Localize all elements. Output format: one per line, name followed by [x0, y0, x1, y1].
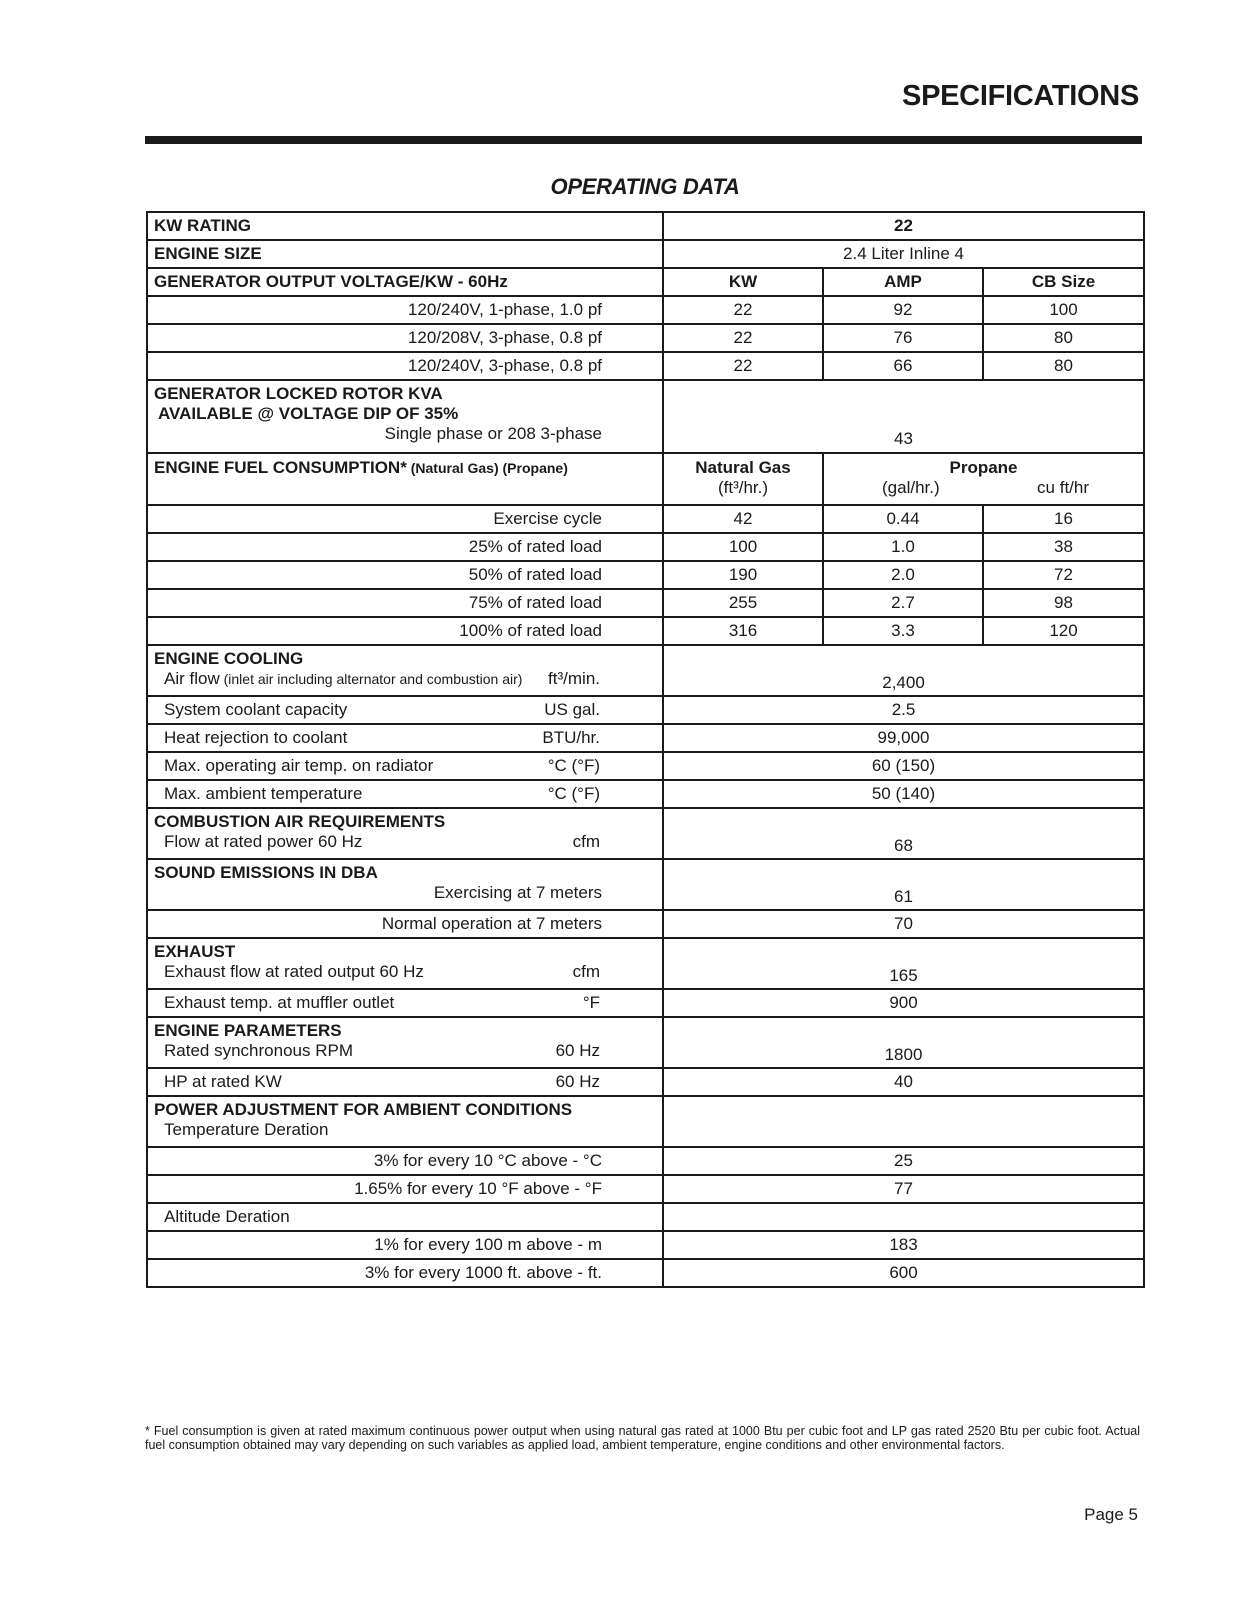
table-row — [147, 296, 1144, 324]
table-row — [147, 1147, 1144, 1175]
table-row — [147, 910, 1144, 938]
locked-rotor-label: GENERATOR LOCKED ROTOR KVA — [154, 384, 443, 403]
airflow-value: 2,400 — [663, 645, 1144, 696]
fuel-propane-header: Propane — [949, 458, 1018, 477]
alt-deration-row-label: 3% for every 1000 ft. above - ft. — [147, 1259, 663, 1287]
cooling-row-cell — [147, 752, 663, 780]
table-row — [147, 212, 1144, 240]
fuel-row-label: Exercise cycle — [147, 505, 663, 533]
table-row — [147, 380, 1144, 453]
fuel-ng-value: 42 — [663, 505, 823, 533]
table-row — [147, 859, 1144, 910]
temp-deration-value: 77 — [663, 1175, 1144, 1203]
combustion-value: 68 — [663, 808, 1144, 859]
combustion-label: COMBUSTION AIR REQUIREMENTS — [154, 812, 446, 831]
fuel-gal-value: 2.7 — [823, 589, 983, 617]
temp-deration-label: Temperature Deration — [164, 1120, 329, 1139]
cooling-row-label: Max. ambient temperature — [164, 784, 363, 803]
page-header-title: SPECIFICATIONS — [902, 80, 1139, 112]
table-row — [147, 352, 1144, 380]
combustion-unit: cfm — [572, 832, 600, 851]
column-header-amp: AMP — [823, 268, 983, 296]
gen-output-row-label: 120/208V, 3-phase, 0.8 pf — [147, 324, 663, 352]
table-row — [147, 1231, 1144, 1259]
cooling-row-value: 50 (140) — [663, 780, 1144, 808]
hp-label: HP at rated KW — [164, 1072, 282, 1091]
hp-value: 40 — [663, 1068, 1144, 1096]
gen-output-kw: 22 — [663, 296, 823, 324]
kw-rating-value: 22 — [663, 212, 1144, 240]
alt-deration-value: 600 — [663, 1259, 1144, 1287]
alt-deration-value: 183 — [663, 1231, 1144, 1259]
gen-output-amp: 76 — [823, 324, 983, 352]
fuel-cuft-value: 16 — [983, 505, 1144, 533]
locked-rotor-cell — [147, 380, 663, 453]
airflow-label: Air flow — [164, 669, 220, 688]
fuel-gal-value: 0.44 — [823, 505, 983, 533]
gen-output-row-label: 120/240V, 1-phase, 1.0 pf — [147, 296, 663, 324]
cooling-row-unit: °C (°F) — [547, 784, 600, 803]
alt-deration-row-label: 1% for every 100 m above - m — [147, 1231, 663, 1259]
table-row — [147, 752, 1144, 780]
column-header-kw: KW — [663, 268, 823, 296]
sound-label: SOUND EMISSIONS IN DBA — [154, 863, 378, 882]
table-row — [147, 645, 1144, 696]
airflow-unit: ft³/min. — [548, 669, 600, 688]
table-row — [147, 1068, 1144, 1096]
exhaust-temp-unit: °F — [582, 993, 600, 1012]
fuel-label: ENGINE FUEL CONSUMPTION* — [154, 458, 407, 477]
exhaust-cell — [147, 938, 663, 989]
fuel-ng-unit: (ft³/hr.) — [717, 478, 769, 497]
fuel-ng-value: 190 — [663, 561, 823, 589]
alt-deration-label: Altitude Deration — [164, 1207, 290, 1226]
table-row — [147, 938, 1144, 989]
rpm-unit: 60 Hz — [555, 1041, 600, 1060]
sound-cell — [147, 859, 663, 910]
cooling-row-label: System coolant capacity — [164, 700, 348, 719]
cooling-row-unit: °C (°F) — [547, 756, 600, 775]
fuel-footnote: * Fuel consumption is given at rated maximum continuous power output when using natural gas rated at 1000 Btu per cubic foot and LP gas rated 2520 Btu per cubic foot. Actual fuel consumption obtained may vary depending on such variables as applied load, ambient temperature, engine conditions and other environmental factors. — [145, 1424, 1140, 1452]
fuel-ng-header-cell — [663, 453, 823, 505]
gen-output-cb: 100 — [983, 296, 1144, 324]
fuel-propane-unit-cuft: cu ft/hr — [1037, 478, 1090, 497]
cooling-row-unit: BTU/hr. — [542, 728, 600, 747]
table-row — [147, 808, 1144, 859]
airflow-note: (inlet air including alternator and combustion air) — [219, 671, 523, 687]
table-row — [147, 324, 1144, 352]
table-row — [147, 617, 1144, 645]
fuel-row-label: 75% of rated load — [147, 589, 663, 617]
power-adj-empty — [663, 1096, 1144, 1147]
fuel-row-label: 50% of rated load — [147, 561, 663, 589]
gen-output-row-label: 120/240V, 3-phase, 0.8 pf — [147, 352, 663, 380]
gen-output-kw: 22 — [663, 352, 823, 380]
locked-rotor-value: 43 — [663, 380, 1144, 453]
gen-output-kw: 22 — [663, 324, 823, 352]
table-row — [147, 1017, 1144, 1068]
hp-cell — [147, 1068, 663, 1096]
hp-unit: 60 Hz — [555, 1072, 600, 1091]
exhaust-temp-value: 900 — [663, 989, 1144, 1017]
exhaust-flow-value: 165 — [663, 938, 1144, 989]
exhaust-temp-cell — [147, 989, 663, 1017]
fuel-row-label: 25% of rated load — [147, 533, 663, 561]
temp-deration-value: 25 — [663, 1147, 1144, 1175]
table-row — [147, 724, 1144, 752]
cooling-row-label: Heat rejection to coolant — [164, 728, 348, 747]
combustion-cell — [147, 808, 663, 859]
table-row — [147, 989, 1144, 1017]
power-adj-cell — [147, 1096, 663, 1147]
exhaust-flow-unit: cfm — [572, 962, 600, 981]
cooling-row-value: 60 (150) — [663, 752, 1144, 780]
gen-output-amp: 92 — [823, 296, 983, 324]
fuel-propane-unit-gal: (gal/hr.) — [882, 478, 940, 497]
cooling-label: ENGINE COOLING — [154, 649, 304, 668]
table-row — [147, 453, 1144, 505]
operating-data-table — [146, 211, 1145, 1288]
table-row — [147, 589, 1144, 617]
cooling-row-cell — [147, 724, 663, 752]
alt-deration-empty — [663, 1203, 1144, 1231]
exhaust-label: EXHAUST — [154, 942, 236, 961]
gen-output-amp: 66 — [823, 352, 983, 380]
fuel-ng-value: 316 — [663, 617, 823, 645]
fuel-cuft-value: 98 — [983, 589, 1144, 617]
fuel-ng-value: 100 — [663, 533, 823, 561]
exhaust-flow-label: Exhaust flow at rated output 60 Hz — [164, 962, 424, 981]
locked-rotor-sub: Single phase or 208 3-phase — [384, 424, 602, 443]
sound-value: 70 — [663, 910, 1144, 938]
table-row — [147, 1096, 1144, 1147]
locked-rotor-label-2: AVAILABLE @ VOLTAGE DIP OF 35% — [158, 404, 459, 423]
fuel-ng-value: 255 — [663, 589, 823, 617]
table-row — [147, 561, 1144, 589]
table-row — [147, 505, 1144, 533]
cooling-row-unit: US gal. — [544, 700, 600, 719]
rpm-value: 1800 — [663, 1017, 1144, 1068]
fuel-gal-value: 2.0 — [823, 561, 983, 589]
sound-row-label: Normal operation at 7 meters — [147, 910, 663, 938]
table-row — [147, 1259, 1144, 1287]
cooling-row-cell — [147, 780, 663, 808]
table-row — [147, 696, 1144, 724]
cooling-row-value: 99,000 — [663, 724, 1144, 752]
kw-rating-label: KW RATING — [147, 212, 663, 240]
section-title: OPERATING DATA — [550, 174, 740, 199]
fuel-gal-value: 3.3 — [823, 617, 983, 645]
exhaust-temp-label: Exhaust temp. at muffler outlet — [164, 993, 395, 1012]
table-row — [147, 268, 1144, 296]
gen-output-cb: 80 — [983, 352, 1144, 380]
fuel-propane-header-cell — [823, 453, 1144, 505]
alt-deration-cell — [147, 1203, 663, 1231]
table-row — [147, 1175, 1144, 1203]
fuel-label-cell — [147, 453, 663, 505]
column-header-cb-size: CB Size — [983, 268, 1144, 296]
rpm-label: Rated synchronous RPM — [164, 1041, 353, 1060]
temp-deration-row-label: 1.65% for every 10 °F above - °F — [147, 1175, 663, 1203]
page-number: Page 5 — [1084, 1505, 1138, 1524]
table-row — [147, 1203, 1144, 1231]
temp-deration-row-label: 3% for every 10 °C above - °C — [147, 1147, 663, 1175]
table-row — [147, 780, 1144, 808]
cooling-row-cell — [147, 696, 663, 724]
engine-size-label: ENGINE SIZE — [147, 240, 663, 268]
cooling-cell — [147, 645, 663, 696]
gen-output-cb: 80 — [983, 324, 1144, 352]
cooling-row-value: 2.5 — [663, 696, 1144, 724]
cooling-row-label: Max. operating air temp. on radiator — [164, 756, 434, 775]
engine-params-label: ENGINE PARAMETERS — [154, 1021, 342, 1040]
engine-params-cell — [147, 1017, 663, 1068]
table-row — [147, 533, 1144, 561]
fuel-cuft-value: 38 — [983, 533, 1144, 561]
fuel-cuft-value: 120 — [983, 617, 1144, 645]
sound-row-label: Exercising at 7 meters — [433, 883, 602, 902]
gen-output-label: GENERATOR OUTPUT VOLTAGE/KW - 60Hz — [147, 268, 663, 296]
fuel-gal-value: 1.0 — [823, 533, 983, 561]
header-rule — [145, 136, 1142, 144]
fuel-label-note: (Natural Gas) (Propane) — [406, 460, 568, 476]
fuel-cuft-value: 72 — [983, 561, 1144, 589]
engine-size-value: 2.4 Liter Inline 4 — [663, 240, 1144, 268]
fuel-ng-header: Natural Gas — [695, 458, 791, 477]
fuel-row-label: 100% of rated load — [147, 617, 663, 645]
sound-value: 61 — [663, 859, 1144, 910]
table-row — [147, 240, 1144, 268]
combustion-sub: Flow at rated power 60 Hz — [164, 832, 363, 851]
power-adj-label: POWER ADJUSTMENT FOR AMBIENT CONDITIONS — [154, 1100, 573, 1119]
